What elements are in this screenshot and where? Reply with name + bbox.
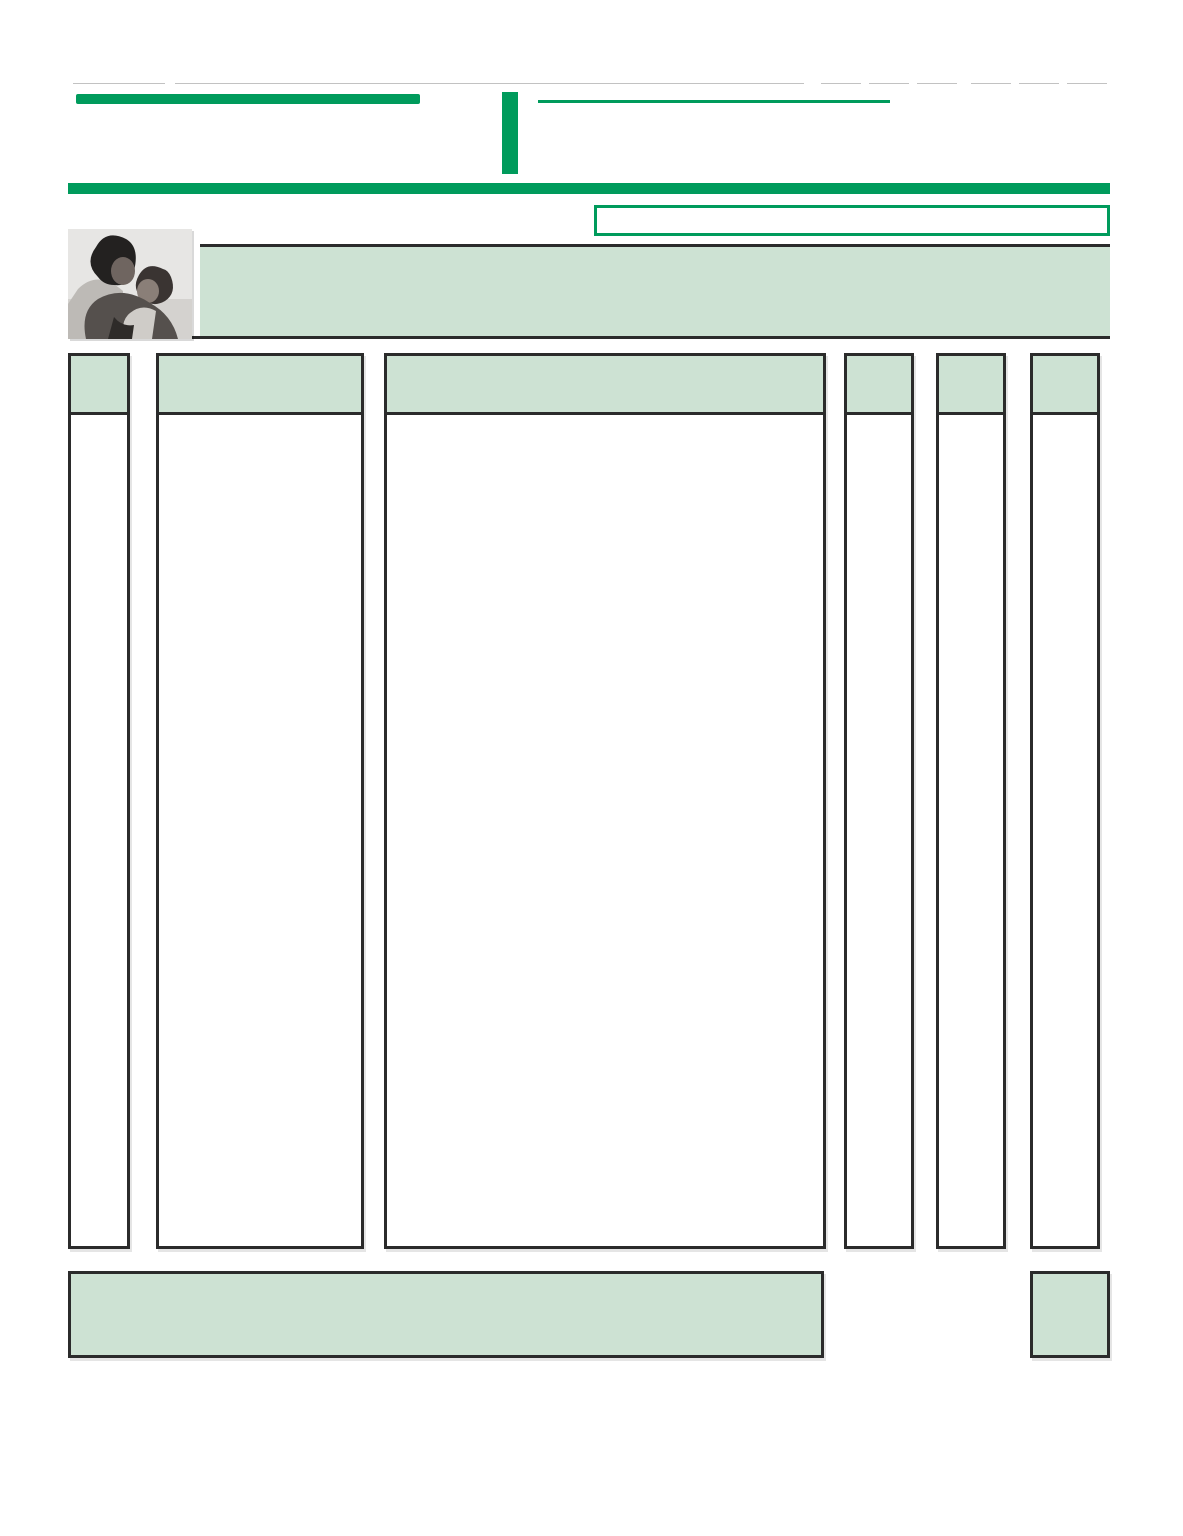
affection-total-box[interactable] [1030, 1271, 1110, 1358]
scoring-items [641, 220, 671, 221]
column-barely [936, 353, 1006, 1249]
header-absent [847, 356, 911, 415]
birth-day-field[interactable] [869, 67, 909, 84]
name-field[interactable] [175, 67, 804, 84]
brand-header [68, 92, 1110, 178]
column-guidelines [384, 353, 826, 1249]
today-year-field[interactable] [1067, 67, 1107, 84]
instructions-paragraph [68, 205, 573, 207]
title-rule [538, 100, 890, 103]
header-number [71, 356, 127, 415]
birth-year-field[interactable] [917, 67, 957, 84]
logo-hanger-bar [76, 94, 420, 104]
birth-month-field[interactable] [821, 67, 861, 84]
header-clearly [1033, 356, 1097, 415]
column-absent [844, 353, 914, 1249]
header-parent [159, 356, 361, 415]
today-day-field[interactable] [1019, 67, 1059, 84]
comments-total-row [68, 1271, 1110, 1358]
title-divider-bar [502, 92, 518, 174]
header-divider-bar [68, 183, 1110, 194]
piccolo-logo [68, 92, 478, 172]
affection-section-header [68, 229, 1110, 339]
column-parent [156, 353, 364, 1249]
today-month-field[interactable] [971, 67, 1011, 84]
comments-box[interactable] [68, 1271, 824, 1358]
header-guidelines [387, 356, 823, 415]
header-barely [939, 356, 1003, 415]
identification-row [68, 60, 1110, 84]
affection-banner [200, 244, 1110, 339]
column-number [68, 353, 130, 1249]
title-block [538, 92, 890, 109]
column-clearly [1030, 353, 1100, 1249]
observation-table [68, 353, 1110, 1249]
parent-child-photo [68, 229, 192, 339]
id-field[interactable] [73, 67, 165, 84]
banner-underline [68, 336, 1110, 339]
